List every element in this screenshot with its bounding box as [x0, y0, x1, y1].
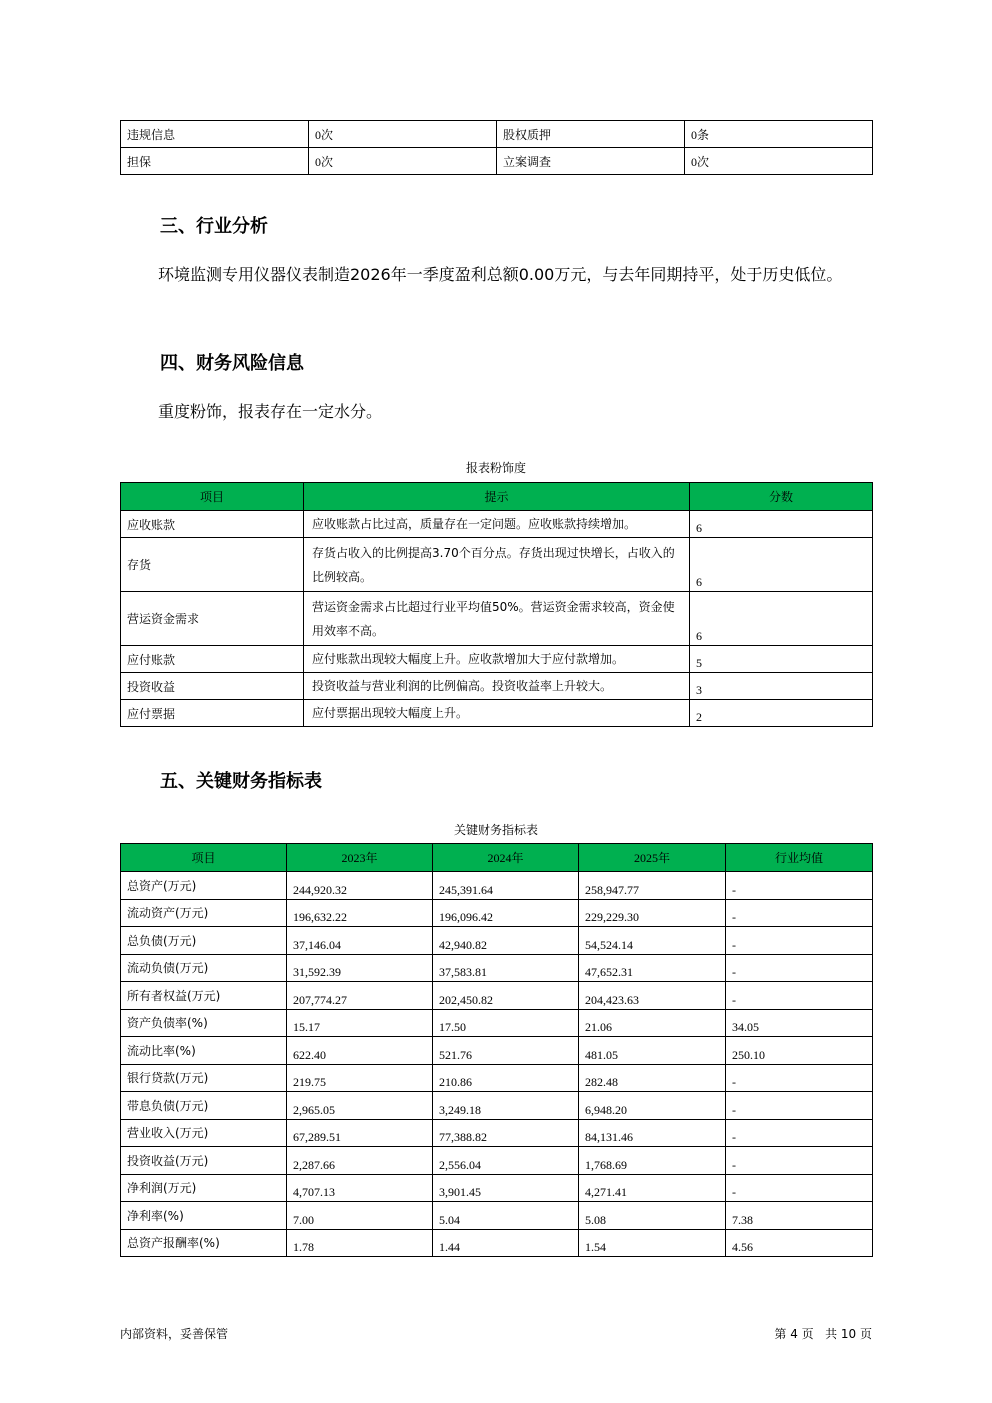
- risk-score: 6: [690, 538, 873, 592]
- kpi-value: 2,287.66: [287, 1147, 433, 1175]
- kpi-label: 总资产报酬率(%): [121, 1229, 287, 1257]
- footer-left: 内部资料，妥善保管: [120, 1327, 229, 1341]
- kpi-value: 210.86: [433, 1064, 579, 1092]
- kpi-value: 196,096.42: [433, 899, 579, 927]
- kpi-value: 77,388.82: [433, 1119, 579, 1147]
- section-4-title: 四、财务风险信息: [160, 353, 304, 374]
- kpi-header-2: 2024年: [433, 844, 579, 872]
- kpi-value: 37,583.81: [433, 954, 579, 982]
- kpi-label: 营业收入(万元): [121, 1119, 287, 1147]
- kpi-header-3: 2025年: [579, 844, 726, 872]
- kpi-value: 1.54: [579, 1229, 726, 1257]
- kpi-row: [121, 899, 873, 927]
- kpi-value: -: [726, 1147, 873, 1175]
- kpi-row: [121, 1064, 873, 1092]
- kpi-value: 54,524.14: [579, 927, 726, 955]
- risk-tip: 存货占收入的比例提高3.70个百分点。存货出现过快增长，占收入的比例较高。: [304, 538, 690, 592]
- kpi-value: 2,556.04: [433, 1147, 579, 1175]
- kpi-value: 4.56: [726, 1229, 873, 1257]
- risk-item: 应付账款: [121, 646, 304, 673]
- kpi-value: 196,632.22: [287, 899, 433, 927]
- risk-row: [121, 646, 873, 673]
- kpi-value: 2,965.05: [287, 1092, 433, 1120]
- info-cell-value2: 0次: [685, 148, 873, 175]
- kpi-value: 42,940.82: [433, 927, 579, 955]
- footer-page-number: 第 4 页 共 10 页: [774, 1327, 872, 1341]
- kpi-value: -: [726, 872, 873, 900]
- kpi-value: -: [726, 1092, 873, 1120]
- kpi-header-4: 行业均值: [726, 844, 873, 872]
- kpi-value: -: [726, 982, 873, 1010]
- info-cell-value2: 0条: [685, 121, 873, 148]
- kpi-table-caption: 关键财务指标表: [453, 823, 538, 837]
- kpi-value: 6,948.20: [579, 1092, 726, 1120]
- kpi-label: 总资产(万元): [121, 872, 287, 900]
- risk-score: 3: [690, 673, 873, 700]
- kpi-value: 204,423.63: [579, 982, 726, 1010]
- kpi-value: 47,652.31: [579, 954, 726, 982]
- risk-tip: 投资收益与营业利润的比例偏高。投资收益率上升较大。: [304, 673, 690, 700]
- kpi-value: 5.04: [433, 1202, 579, 1230]
- kpi-row: [121, 1174, 873, 1202]
- info-cell-label1: 担保: [121, 148, 309, 175]
- kpi-row: [121, 927, 873, 955]
- kpi-value: 219.75: [287, 1064, 433, 1092]
- info-cell-label1: 违规信息: [121, 121, 309, 148]
- kpi-row: [121, 954, 873, 982]
- kpi-row: [121, 1119, 873, 1147]
- risk-tip: 应收账款占比过高，质量存在一定问题。应收账款持续增加。: [304, 511, 690, 538]
- kpi-value: 4,707.13: [287, 1174, 433, 1202]
- kpi-table-caption-wrap: [120, 821, 872, 838]
- risk-tip: 应付账款出现较大幅度上升。应收款增加大于应付款增加。: [304, 646, 690, 673]
- kpi-header-0: 项目: [121, 844, 287, 872]
- risk-item: 投资收益: [121, 673, 304, 700]
- kpi-label: 流动负债(万元): [121, 954, 287, 982]
- risk-tip: 营运资金需求占比超过行业平均值50%。营运资金需求较高，资金使用效率不高。: [304, 592, 690, 646]
- kpi-label: 流动比率(%): [121, 1037, 287, 1065]
- kpi-value: 481.05: [579, 1037, 726, 1065]
- kpi-value: -: [726, 1064, 873, 1092]
- risk-item: 存货: [121, 538, 304, 592]
- kpi-value: 229,229.30: [579, 899, 726, 927]
- kpi-label: 银行贷款(万元): [121, 1064, 287, 1092]
- kpi-value: 1.44: [433, 1229, 579, 1257]
- risk-item: 应收账款: [121, 511, 304, 538]
- kpi-value: 282.48: [579, 1064, 726, 1092]
- info-cell-label2: 股权质押: [497, 121, 685, 148]
- risk-row: [121, 673, 873, 700]
- kpi-value: 1.78: [287, 1229, 433, 1257]
- kpi-value: -: [726, 927, 873, 955]
- kpi-row: [121, 1147, 873, 1175]
- risk-row: [121, 511, 873, 538]
- kpi-value: 3,249.18: [433, 1092, 579, 1120]
- risk-table: [120, 482, 873, 727]
- kpi-label: 带息负债(万元): [121, 1092, 287, 1120]
- risk-score: 6: [690, 592, 873, 646]
- kpi-row: [121, 872, 873, 900]
- kpi-label: 流动资产(万元): [121, 899, 287, 927]
- risk-header-score: 分数: [690, 483, 873, 511]
- kpi-value: 7.38: [726, 1202, 873, 1230]
- kpi-value: 21.06: [579, 1009, 726, 1037]
- section-3-text: 环境监测专用仪器仪表制造2026年一季度盈利总额0.00万元，与去年同期持平，处于历史低位。: [158, 265, 843, 284]
- kpi-table: [120, 843, 873, 1257]
- kpi-value: 5.08: [579, 1202, 726, 1230]
- risk-table-caption-wrap: [120, 459, 872, 476]
- kpi-label: 资产负债率(%): [121, 1009, 287, 1037]
- kpi-value: 521.76: [433, 1037, 579, 1065]
- risk-item: 应付票据: [121, 700, 304, 727]
- kpi-value: 250.10: [726, 1037, 873, 1065]
- kpi-value: -: [726, 1174, 873, 1202]
- kpi-value: 3,901.45: [433, 1174, 579, 1202]
- kpi-row: [121, 1092, 873, 1120]
- kpi-value: 7.00: [287, 1202, 433, 1230]
- kpi-value: 258,947.77: [579, 872, 726, 900]
- info-cell-value1: 0次: [309, 148, 497, 175]
- section-4-text: 重度粉饰，报表存在一定水分。: [158, 402, 383, 421]
- kpi-value: 622.40: [287, 1037, 433, 1065]
- kpi-row: [121, 1229, 873, 1257]
- kpi-label: 净利润(万元): [121, 1174, 287, 1202]
- info-row: [121, 148, 873, 175]
- kpi-value: 244,920.32: [287, 872, 433, 900]
- section-3-title: 三、行业分析: [160, 216, 268, 237]
- kpi-label: 总负债(万元): [121, 927, 287, 955]
- kpi-label: 所有者权益(万元): [121, 982, 287, 1010]
- kpi-row: [121, 1009, 873, 1037]
- kpi-value: 17.50: [433, 1009, 579, 1037]
- kpi-value: 202,450.82: [433, 982, 579, 1010]
- info-row: [121, 121, 873, 148]
- risk-row: [121, 592, 873, 646]
- kpi-row: [121, 1202, 873, 1230]
- risk-tip: 应付票据出现较大幅度上升。: [304, 700, 690, 727]
- info-cell-value1: 0次: [309, 121, 497, 148]
- kpi-value: 207,774.27: [287, 982, 433, 1010]
- kpi-value: 245,391.64: [433, 872, 579, 900]
- kpi-value: 34.05: [726, 1009, 873, 1037]
- kpi-value: 84,131.46: [579, 1119, 726, 1147]
- risk-score: 2: [690, 700, 873, 727]
- kpi-value: 67,289.51: [287, 1119, 433, 1147]
- kpi-label: 净利率(%): [121, 1202, 287, 1230]
- kpi-value: -: [726, 954, 873, 982]
- kpi-value: 15.17: [287, 1009, 433, 1037]
- risk-row: [121, 700, 873, 727]
- kpi-header-1: 2023年: [287, 844, 433, 872]
- risk-header-item: 项目: [121, 483, 304, 511]
- kpi-row: [121, 1037, 873, 1065]
- risk-score: 6: [690, 511, 873, 538]
- kpi-value: 31,592.39: [287, 954, 433, 982]
- kpi-row: [121, 982, 873, 1010]
- kpi-label: 投资收益(万元): [121, 1147, 287, 1175]
- kpi-value: 37,146.04: [287, 927, 433, 955]
- info-table: [120, 120, 873, 175]
- risk-score: 5: [690, 646, 873, 673]
- risk-row: [121, 538, 873, 592]
- info-cell-label2: 立案调查: [497, 148, 685, 175]
- kpi-value: -: [726, 899, 873, 927]
- risk-header-tip: 提示: [304, 483, 690, 511]
- kpi-value: -: [726, 1119, 873, 1147]
- section-5-title: 五、关键财务指标表: [160, 771, 322, 792]
- risk-item: 营运资金需求: [121, 592, 304, 646]
- kpi-value: 1,768.69: [579, 1147, 726, 1175]
- kpi-value: 4,271.41: [579, 1174, 726, 1202]
- risk-table-caption: 报表粉饰度: [465, 461, 526, 475]
